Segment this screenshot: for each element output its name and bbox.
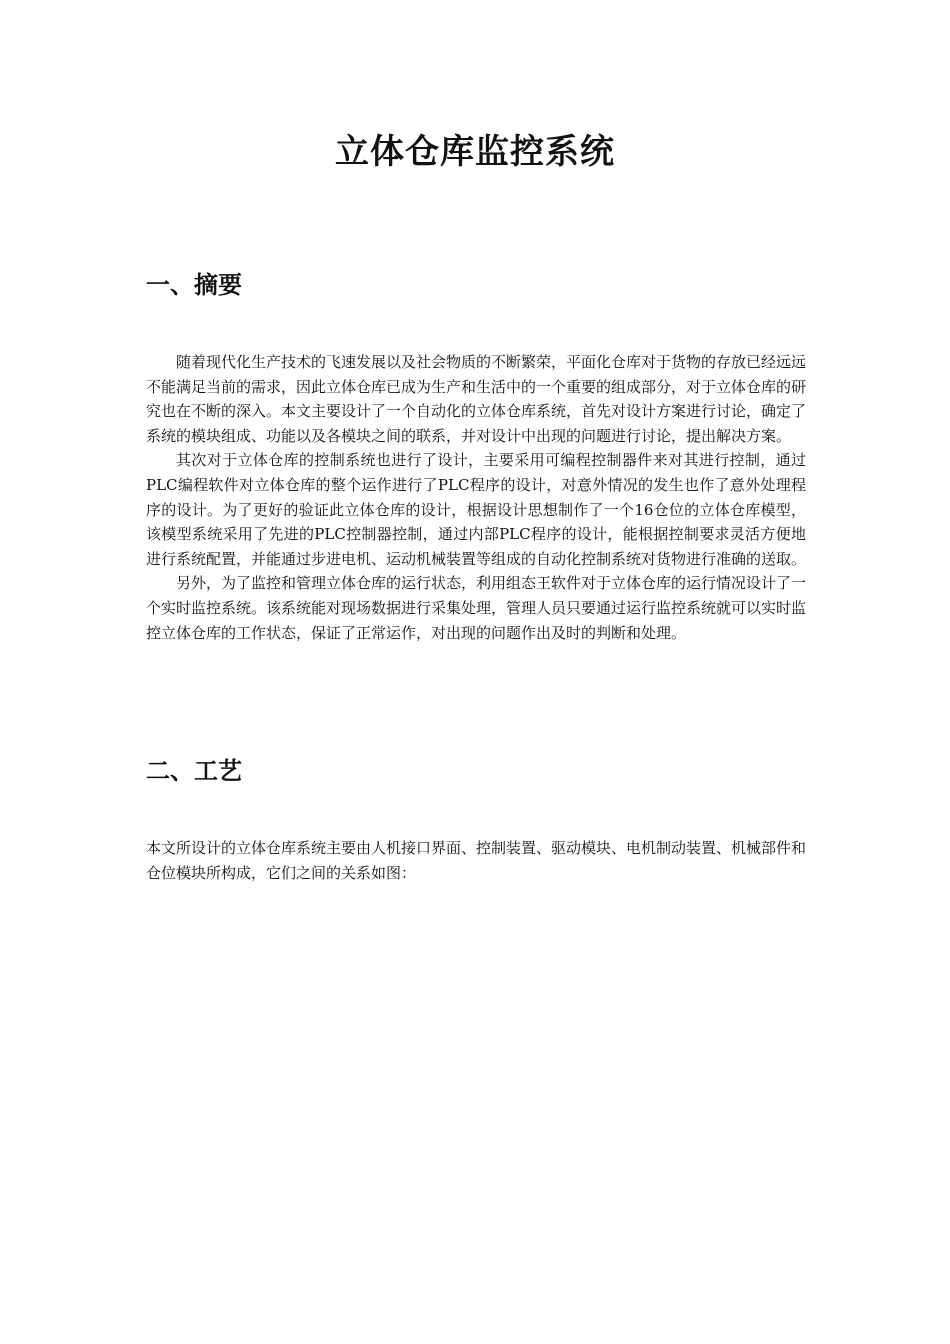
process-paragraph-1: 本文所设计的立体仓库系统主要由人机接口界面、控制装置、驱动模块、电机制动装置、机械部件和仓位模块所构成，它们之间的关系如图： <box>146 839 807 882</box>
document-title: 立体仓库监控系统 <box>335 132 615 172</box>
section-heading-process: 二、工艺 <box>146 757 242 785</box>
section-heading-abstract: 一、摘要 <box>146 271 242 299</box>
process-section-body <box>146 836 806 885</box>
abstract-section-body <box>146 350 806 645</box>
abstract-paragraph-2: 其次对于立体仓库的控制系统也进行了设计，主要采用可编程控制器件来对其进行控制，通过PLC编程软件对立体仓库的整个运作进行了PLC程序的设计，对意外情况的发生也作了意外处理程序的设计。为了更好的验证此立体仓库的设计，根据设计思想制作了一个16仓位的立体仓库模型，该模型系统采用了先进的PLC控制器控制，通过内部PLC程序的设计，能根据控制要求灵活方便地进行系统配置，并能通过步进电机、运动机械装置等组成的自动化控制系统对货物进行准确的送取。 <box>146 451 807 568</box>
abstract-paragraph-1: 随着现代化生产技术的飞速发展以及社会物质的不断繁荣，平面化仓库对于货物的存放已经远远不能满足当前的需求，因此立体仓库已成为生产和生活中的一个重要的组成部分，对于立体仓库的研究也在不断的深入。本文主要设计了一个自动化的立体仓库系统，首先对设计方案进行讨论，确定了系统的模块组成、功能以及各模块之间的联系，并对设计中出现的问题进行讨论，提出解决方案。 <box>146 353 807 445</box>
abstract-paragraph-3: 另外，为了监控和管理立体仓库的运行状态，利用组态王软件对于立体仓库的运行情况设计了一个实时监控系统。该系统能对现场数据进行采集处理，管理人员只要通过运行监控系统就可以实时监控立体仓库的工作状态，保证了正常运作，对出现的问题作出及时的判断和处理。 <box>146 574 807 642</box>
